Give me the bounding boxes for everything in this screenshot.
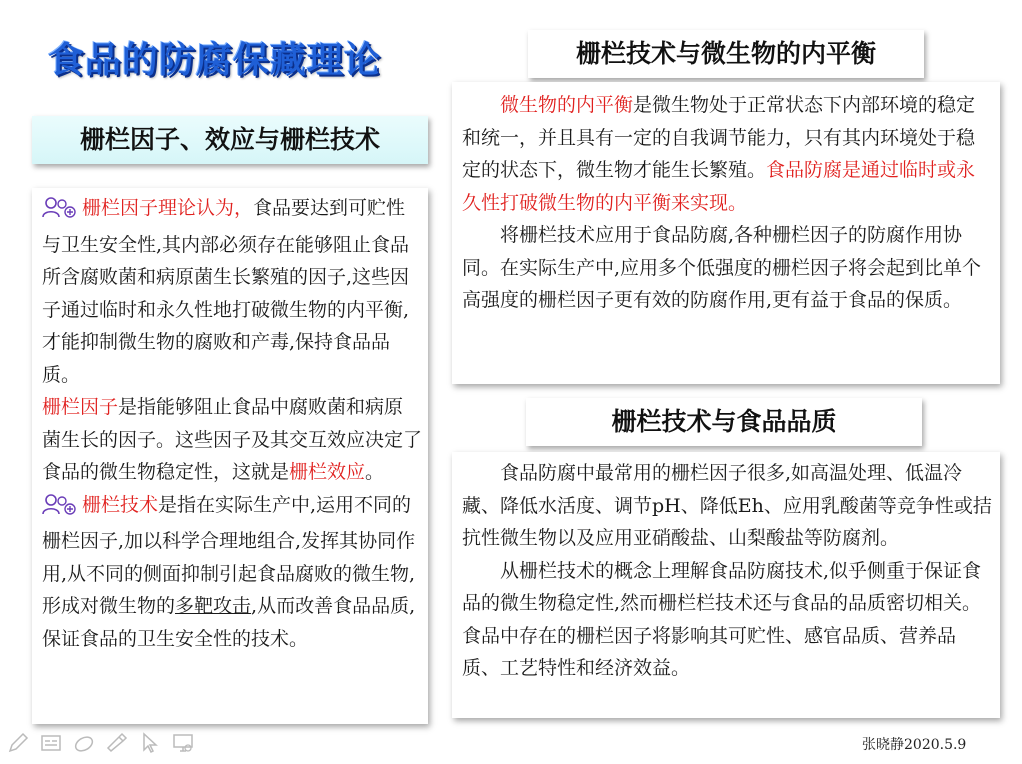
- right-bottom-paragraph-2: 从栅栏技术的概念上理解食品防腐技术,似乎侧重于保证食品的微生物稳定性,然而栅栏栏技术还与食品的品质密切相关。食品中存在的栅栏因子将影响其可贮性、感官品质、营养品质、工艺特性和经济效益。: [462, 559, 982, 679]
- right-top-paragraph-2: 将栅栏技术应用于食品防腐,各种栅栏因子的防腐作用协同。在实际生产中,应用多个低强度的栅栏因子将会起到比单个高强度的栅栏因子更有效的防腐作用,更有益于食品的保质。: [462, 224, 982, 311]
- right-top-heading: [528, 30, 924, 78]
- right-bottom-heading-text: 栅栏技术与食品品质: [611, 407, 837, 436]
- left-p2-red-2: 栅栏效应: [289, 461, 366, 483]
- right-top-p1-text: 是微生物处于正常状态下内部环境的稳定和统一，并且具有一定的自我调节能力，只有其内环境处于稳定的状态下，微生物才能生长繁殖。: [462, 94, 976, 181]
- right-top-heading-text: 栅栏技术与微生物的内平衡: [575, 39, 876, 68]
- right-top-paragraph-1: [462, 89, 992, 219]
- right-top-p1-red: 微生物的内平衡: [500, 94, 634, 116]
- screen-icon[interactable]: [171, 731, 195, 755]
- left-p1-text: 食品要达到可贮性与卫生安全性,其内部必须存在能够阻止食品所含腐败菌和病原菌生长繁殖的因子,这些因子通过临时和永久性地打破微生物的内平衡,才能抑制微生物的腐败和产毒,保持食品品质。: [42, 197, 410, 386]
- left-p2-red-1: 栅栏因子: [42, 396, 119, 418]
- page-title: 食品的防腐保藏理论: [48, 40, 382, 81]
- left-paragraph-1: [42, 192, 422, 391]
- left-panel: [32, 188, 428, 724]
- pointer-icon[interactable]: [138, 731, 162, 755]
- left-p3-red: 栅栏技术: [82, 493, 159, 516]
- left-p2-text-2: 。: [365, 461, 385, 483]
- left-paragraph-2: [42, 391, 422, 489]
- right-bottom-panel: [452, 452, 1000, 718]
- author-date: 张晓静2020.5.9: [862, 737, 967, 753]
- left-heading-text: 栅栏因子、效应与栅栏技术: [79, 125, 380, 154]
- people-icon: [42, 196, 76, 229]
- people-icon: [42, 493, 76, 526]
- left-paragraph-3: [42, 489, 422, 656]
- right-bottom-heading: [526, 398, 922, 446]
- left-p3-text-1: 是指在实际生产中,运用不同的栅栏因子,加以科学合理地组合,发挥其协同作用,从不同的侧面抑制引起食品腐败的微生物,形成对微生物的: [42, 493, 416, 617]
- left-heading: [32, 116, 428, 164]
- slideshow-toolbar: [6, 731, 195, 755]
- right-bottom-paragraph-1: 食品防腐中最常用的栅栏因子很多,如高温处理、低温冷藏、降低水活度、调节pH、降低Eh、应用乳酸菌等竞争性或拮抗性微生物以及应用亚硝酸盐、山梨酸盐等防腐剂。: [462, 462, 992, 549]
- highlighter-icon[interactable]: [105, 731, 129, 755]
- left-p1-red: 栅栏因子理论认为，: [82, 197, 254, 219]
- eraser-icon[interactable]: [72, 731, 96, 755]
- subtitle-icon[interactable]: [39, 731, 63, 755]
- right-top-p1-red-2: 食品防腐是通过临时或永久性打破微生物的内平衡来实现。: [462, 159, 976, 214]
- pen-icon[interactable]: [6, 731, 30, 755]
- right-top-panel: [452, 82, 1000, 384]
- left-p2-text-1: 是指能够阻止食品中腐败菌和病原菌生长的因子。这些因子及其交互效应决定了食品的微生物稳定性，这就是: [42, 396, 423, 483]
- left-p3-underline: 多靶攻击: [175, 595, 252, 617]
- left-p3-text-2: ,从而改善食品品质,保证食品的卫生安全性的技术。: [42, 595, 416, 650]
